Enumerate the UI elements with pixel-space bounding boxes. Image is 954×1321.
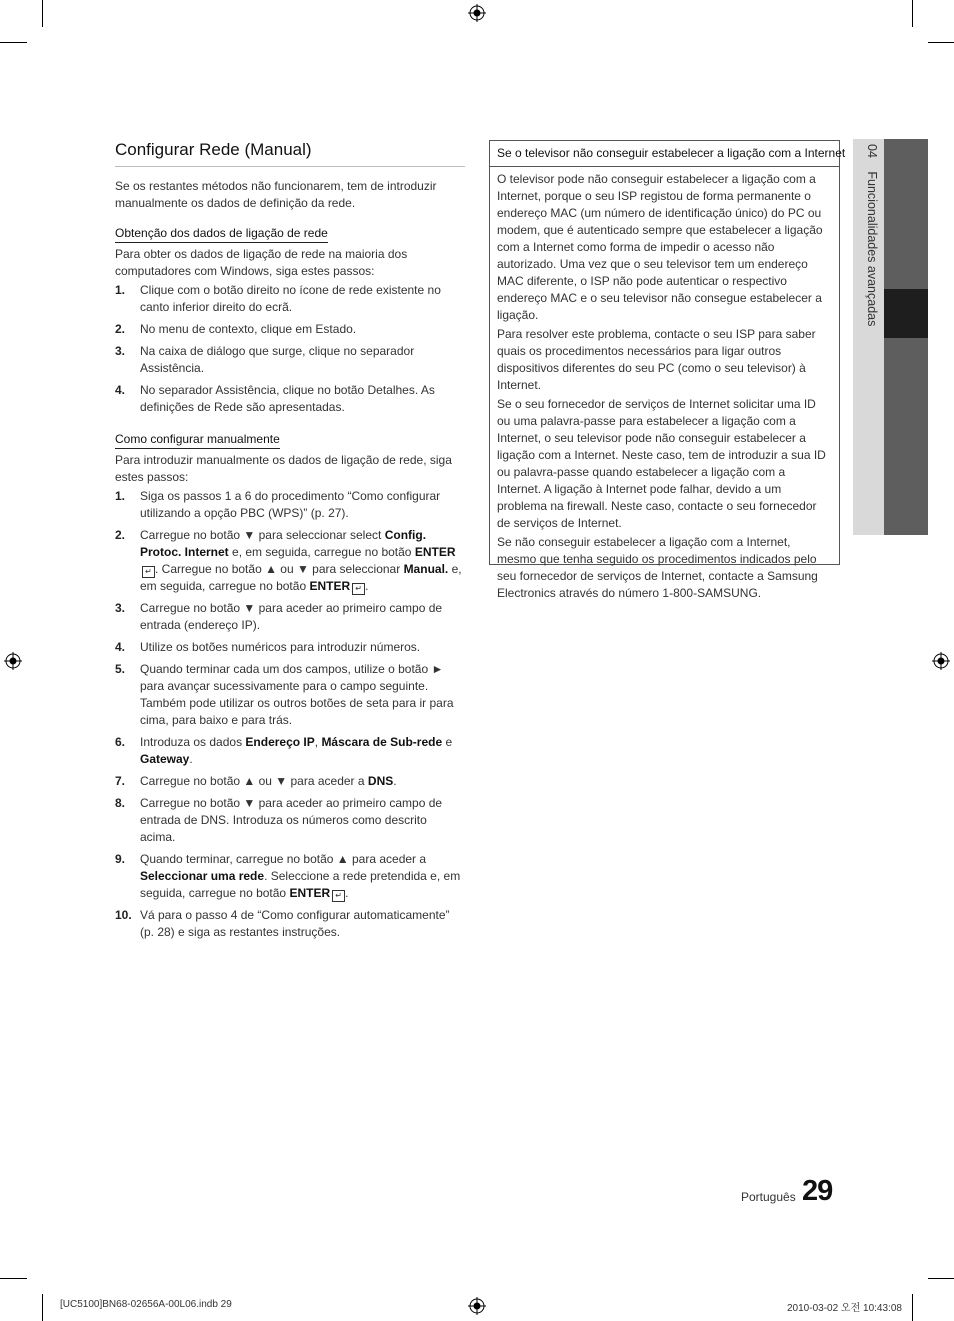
- list-item: 2. Carregue no botão ▼ para seleccionar select Config. Protoc. Internet e, em seguida, carregue no botão ENTER↵ . Carregue no botão ▲ ou ▼ para seleccionar Manual. e, em seguida, carregue no botão ENTER ↵ .: [115, 528, 462, 593]
- list-item: 1. Clique com o botão direito no ícone de rede existente no canto inferior direito do ecrã.: [115, 283, 441, 314]
- section-intro: Para introduzir manualmente os dados de ligação de rede, siga estes passos:: [115, 453, 452, 484]
- section-heading: Obtenção dos dados de ligação de rede: [115, 225, 328, 243]
- print-slug-right: 2010-03-02 오전 10:43:08: [787, 1303, 902, 1314]
- list-item: 10. Vá para o passo 4 de “Como configurar automaticamente” (p. 28) e siga as restantes instruções.: [115, 908, 450, 939]
- list-item: 9. Quando terminar, carregue no botão ▲ para aceder a Seleccionar uma rede. Seleccione a rede pretendida e, em seguida, carregue no botão ENTER ↵ .: [115, 852, 461, 900]
- enter-icon: ↵: [142, 566, 155, 578]
- page-number: 29: [802, 1175, 833, 1207]
- list-item: 2. No menu de contexto, clique em Estado.: [115, 322, 357, 336]
- crop-mark: [0, 42, 27, 43]
- main-column: [115, 140, 465, 946]
- note-box-heading: Se o televisor não conseguir estabelecer a ligação com a Internet: [490, 141, 839, 167]
- chapter-title: Funcionalidades avançadas: [865, 171, 879, 327]
- section-intro: Para obter os dados de ligação de rede na maioria dos computadores com Windows, siga estes passos:: [115, 247, 408, 278]
- crop-mark: [42, 0, 43, 27]
- crop-mark: [928, 42, 954, 43]
- steps-list: [115, 282, 465, 416]
- crop-mark: [912, 1294, 913, 1321]
- section-heading: Como configurar manualmente: [115, 431, 280, 449]
- note-box: [489, 140, 846, 600]
- list-item: 7. Carregue no botão ▲ ou ▼ para aceder a DNS.: [115, 774, 397, 788]
- intro-paragraph: Se os restantes métodos não funcionarem, tem de introduzir manualmente os dados de definição da rede.: [115, 179, 437, 210]
- registration-mark-icon: [468, 1297, 486, 1315]
- footer-language: Português: [741, 1190, 796, 1204]
- note-paragraph: Para resolver este problema, contacte o seu ISP para saber quais os procedimentos necessários para ligar outros dispositivos diferentes do seu PC (como o seu televisor) à Internet.: [497, 327, 816, 392]
- note-box-body: [490, 167, 839, 602]
- chapter-label: [859, 144, 879, 530]
- crop-mark: [0, 1278, 27, 1279]
- list-item: 6. Introduza os dados Endereço IP, Máscara de Sub-rede e Gateway.: [115, 735, 453, 766]
- note-paragraph: O televisor pode não conseguir estabelecer a ligação com a Internet, porque o seu ISP registou de forma permanente o endereço MAC (um número de identificação único) do PC ou modem, que é autenticado sempre que estabelecer a ligação com a Internet como forma de impedir o acesso não autorizado. Uma vez que o seu televisor tem um endereço MAC diferente, o ISP não pode autenticar o respectivo endereço MAC e o seu televisor não consegue estabelecer a ligação.: [497, 172, 823, 322]
- chapter-tab-active-marker: [884, 289, 928, 338]
- enter-icon: ↵: [332, 890, 345, 902]
- list-item: 3. Carregue no botão ▼ para aceder ao primeiro campo de entrada (endereço IP).: [115, 601, 443, 632]
- crop-mark: [42, 1294, 43, 1321]
- crop-mark: [912, 0, 913, 27]
- print-slug-left: [UC5100]BN68-02656A-00L06.indb 29: [60, 1299, 232, 1310]
- chapter-tab: [853, 139, 928, 535]
- registration-mark-icon: [932, 652, 950, 670]
- list-item: 3. Na caixa de diálogo que surge, clique no separador Assistência.: [115, 344, 415, 375]
- list-item: 5. Quando terminar cada um dos campos, utilize o botão ► para avançar sucessivamente para o campo seguinte. Também pode utilizar os outros botões de seta para ir para cima, para baixo e para trás.: [115, 662, 454, 727]
- note-paragraph: Se o seu fornecedor de serviços de Internet solicitar uma ID ou uma palavra-passe para estabelecer a ligação com a Internet, o seu televisor pode não conseguir estabelecer a ligação com a Internet. Neste caso, tem de introduzir a sua ID ou palavra-passe quando estabelecer a ligação com a Internet. A ligação à Internet pode falhar, devido a um problema na firewall. Neste caso, contacte o seu fornecedor de serviços de Internet.: [497, 397, 826, 530]
- list-item: 8. Carregue no botão ▼ para aceder ao primeiro campo de entrada de DNS. Introduza os números como descrito acima.: [115, 796, 443, 844]
- page-title: Configurar Rede (Manual): [115, 140, 312, 159]
- list-item: 1. Siga os passos 1 a 6 do procedimento “Como configurar utilizando a opção PBC (WPS)” (p. 27).: [115, 489, 441, 520]
- registration-mark-icon: [4, 652, 22, 670]
- registration-mark-icon: [468, 4, 486, 22]
- enter-icon: ↵: [352, 583, 365, 595]
- list-item: 4. Utilize os botões numéricos para introduzir números.: [115, 640, 421, 654]
- title-divider: [115, 166, 465, 167]
- chapter-number: 04: [865, 144, 879, 158]
- crop-mark: [928, 1278, 954, 1279]
- note-paragraph: Se não conseguir estabelecer a ligação com a Internet, mesmo que tenha seguido os procedimentos indicados pelo seu fornecedor de serviços de Internet, contacte a Samsung Electronics através do número 1-800-SAMSUNG.: [497, 535, 818, 600]
- steps-list: [115, 488, 465, 941]
- list-item: 4. No separador Assistência, clique no botão Detalhes. As definições de Rede são apresentadas.: [115, 383, 435, 414]
